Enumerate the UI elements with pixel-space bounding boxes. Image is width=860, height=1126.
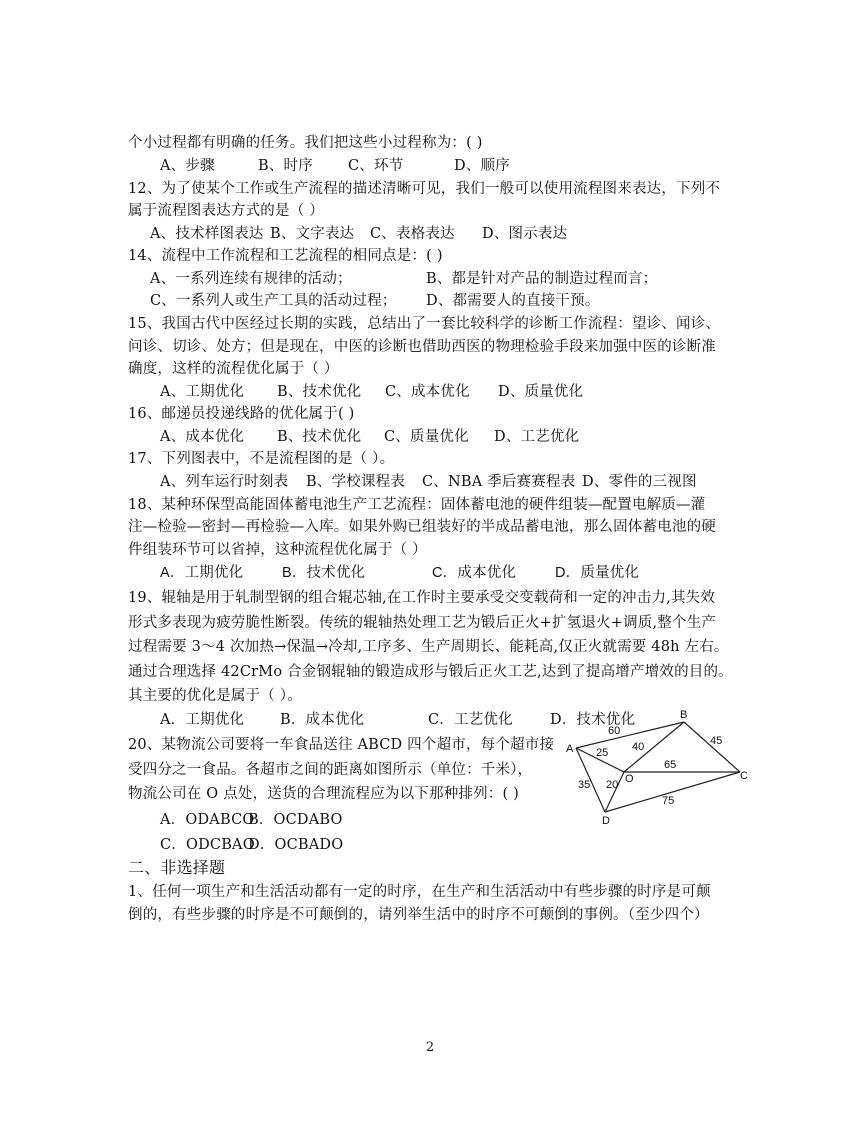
edge-ab-label: 60 [608,725,621,737]
q14-options-row2 [150,290,600,312]
node-o-label: O [625,773,634,785]
edge-bc-label: 45 [710,735,723,747]
edge-od [605,772,624,812]
option-c: C、环节 [348,158,404,174]
option-d: D、图示表达 [482,226,568,242]
q18-options [160,562,639,584]
q16-options [160,426,579,448]
q19-text: 19、辊轴是用于轧制型钢的组合辊芯轴,在工作时主要承受交变载荷和一定的冲击力,其失效 [128,590,716,606]
option-c: C、表格表达 [370,226,455,242]
q20-text-2: 受四分之一食品。各超市之间的距离如图所示（单位：千米）， [128,762,533,778]
option-c: C．工艺优化 [428,712,513,728]
option-c: C、质量优化 [384,429,469,445]
q15-text-2: 问诊、切诊、处方；但是现在，中医的诊断也借助西医的物理检验手段来加强中医的诊断准 [128,339,716,355]
option-a: A．工期优化 [160,565,244,581]
q19-text-3: 过程需要 3～4 次加热→保温→冷却,工序多、生产周期长、能耗高,仅正火就需要 48h 左右。 [128,639,729,655]
edge-dc-label: 75 [662,795,675,807]
option-d: D．技术优化 [550,712,636,728]
edge-ao-label: 25 [596,747,609,759]
option-b: B．OCDABO [248,812,343,828]
option-b: B、技术优化 [277,429,362,445]
route-distance-graph [556,708,758,826]
edge-bc [684,722,740,772]
node-b-label: B [680,709,688,721]
q19-text-2: 形式多表现为疲劳脆性断裂。传统的辊轴热处理工艺为锻后正火+扩氢退火+调质,整个生产 [128,615,717,631]
option-a: A、一系列连续有规律的活动； [150,271,352,287]
option-d: D．OCBADO [248,837,344,853]
option-a: A、步骤 [160,158,215,174]
option-d: D．质量优化 [555,565,640,581]
q11-text-end: 个小过程都有明确的任务。我们把这些小过程称为：( ) [128,135,483,151]
q20-text-3: 物流公司在 O 点处，送货的合理流程应为以下那种排列：( ) [128,786,520,802]
page-number: 2 [425,1040,435,1055]
q14-options-row1 [150,268,657,290]
option-b: B、时序 [258,158,313,174]
option-c: C、NBA 季后赛赛程表 [422,474,576,490]
q11-options [160,155,510,177]
option-a: A、技术样图表达 [150,226,264,242]
option-a: A．ODABCO [160,812,255,828]
q12-options [150,223,567,245]
option-c: C．成本优化 [432,565,517,581]
q18-text-3: 件组装环节可以省掉，这种流程优化属于（ ） [128,542,427,558]
option-d: D、顺序 [454,158,510,174]
option-b: B、学校课程表 [306,474,406,490]
edge-oc-label: 65 [664,759,677,771]
q15-text: 15、我国古代中医经过长期的实践，总结出了一套比较科学的诊断工作流程：望诊、闻诊、 [128,316,721,332]
option-c: C、一系列人或生产工具的活动过程； [150,293,397,309]
option-a: A、列车运行时刻表 [160,474,289,490]
option-c: C、成本优化 [385,384,470,400]
q19-text-5: 其主要的优化是属于（ ）。 [128,688,302,704]
edge-ob-label: 40 [632,741,645,753]
edge-ad-label: 35 [578,779,591,791]
q14-text: 14、流程中工作流程和工艺流程的相同点是：( ) [128,248,443,264]
node-a-label: A [566,743,574,755]
essay-q1-text: 1、任何一项生产和生活活动都有一定的时序，在生产和生活活动中有些步骤的时序是可颠 [128,884,711,900]
q15-options [160,381,583,403]
q19-text-4: 通过合理选择 42CrMo 合金钢辊轴的锻造成形与锻后正火工艺,达到了提高增产增效的目的。 [128,664,733,680]
essay-q1-text-2: 倒的，有些步骤的时序是不可颠倒的，请列举生活中的时序不可颠倒的事例。（至少四个） [128,907,709,923]
option-b: B、都是针对产品的制造过程而言； [426,271,658,287]
option-d: D、零件的三视图 [582,474,697,490]
q20-options-row1 [160,809,343,831]
option-b: B、技术优化 [277,384,362,400]
q16-text: 16、邮递员投递线路的优化属于( ) [128,406,355,422]
option-a: A、工期优化 [160,384,245,400]
node-d-label: D [602,815,610,826]
option-b: B．成本优化 [280,712,365,728]
option-a: A．工期优化 [160,712,245,728]
q18-text: 18、某种环保型高能固体蓄电池生产工艺流程：固体蓄电池的硬件组装—配置电解质—灌 [128,497,706,513]
q20-options-row2 [160,834,343,856]
q17-text: 17、下列图表中，不是流程图的是（ ）。 [128,451,395,467]
q12-text-2: 属于流程图表达方式的是（ ） [128,203,324,219]
option-d: D、都需要人的直接干预。 [426,293,600,309]
section-heading: 二、非选择题 [128,858,226,877]
option-c: C．ODCBAO [160,837,255,853]
option-b: B．技术优化 [282,565,366,581]
edge-od-label: 20 [606,779,619,791]
option-a: A、成本优化 [160,429,245,445]
option-d: D、工艺优化 [494,429,580,445]
q12-text: 12、为了使某个工作或生产流程的描述清晰可见，我们一般可以使用流程图来表达，下列不 [128,181,721,197]
node-c-label: C [740,770,748,782]
option-b: B、文字表达 [270,226,355,242]
q15-text-3: 确度，这样的流程优化属于（ ） [128,361,339,377]
q18-text-2: 注—检验—密封—再检验—入库。如果外购已组装好的半成品蓄电池，那么固体蓄电池的硬 [128,519,716,535]
q20-text: 20、某物流公司要将一车食品送往 ABCD 四个超市，每个超市接 [128,737,555,753]
q17-options [160,471,697,493]
option-d: D、质量优化 [498,384,584,400]
